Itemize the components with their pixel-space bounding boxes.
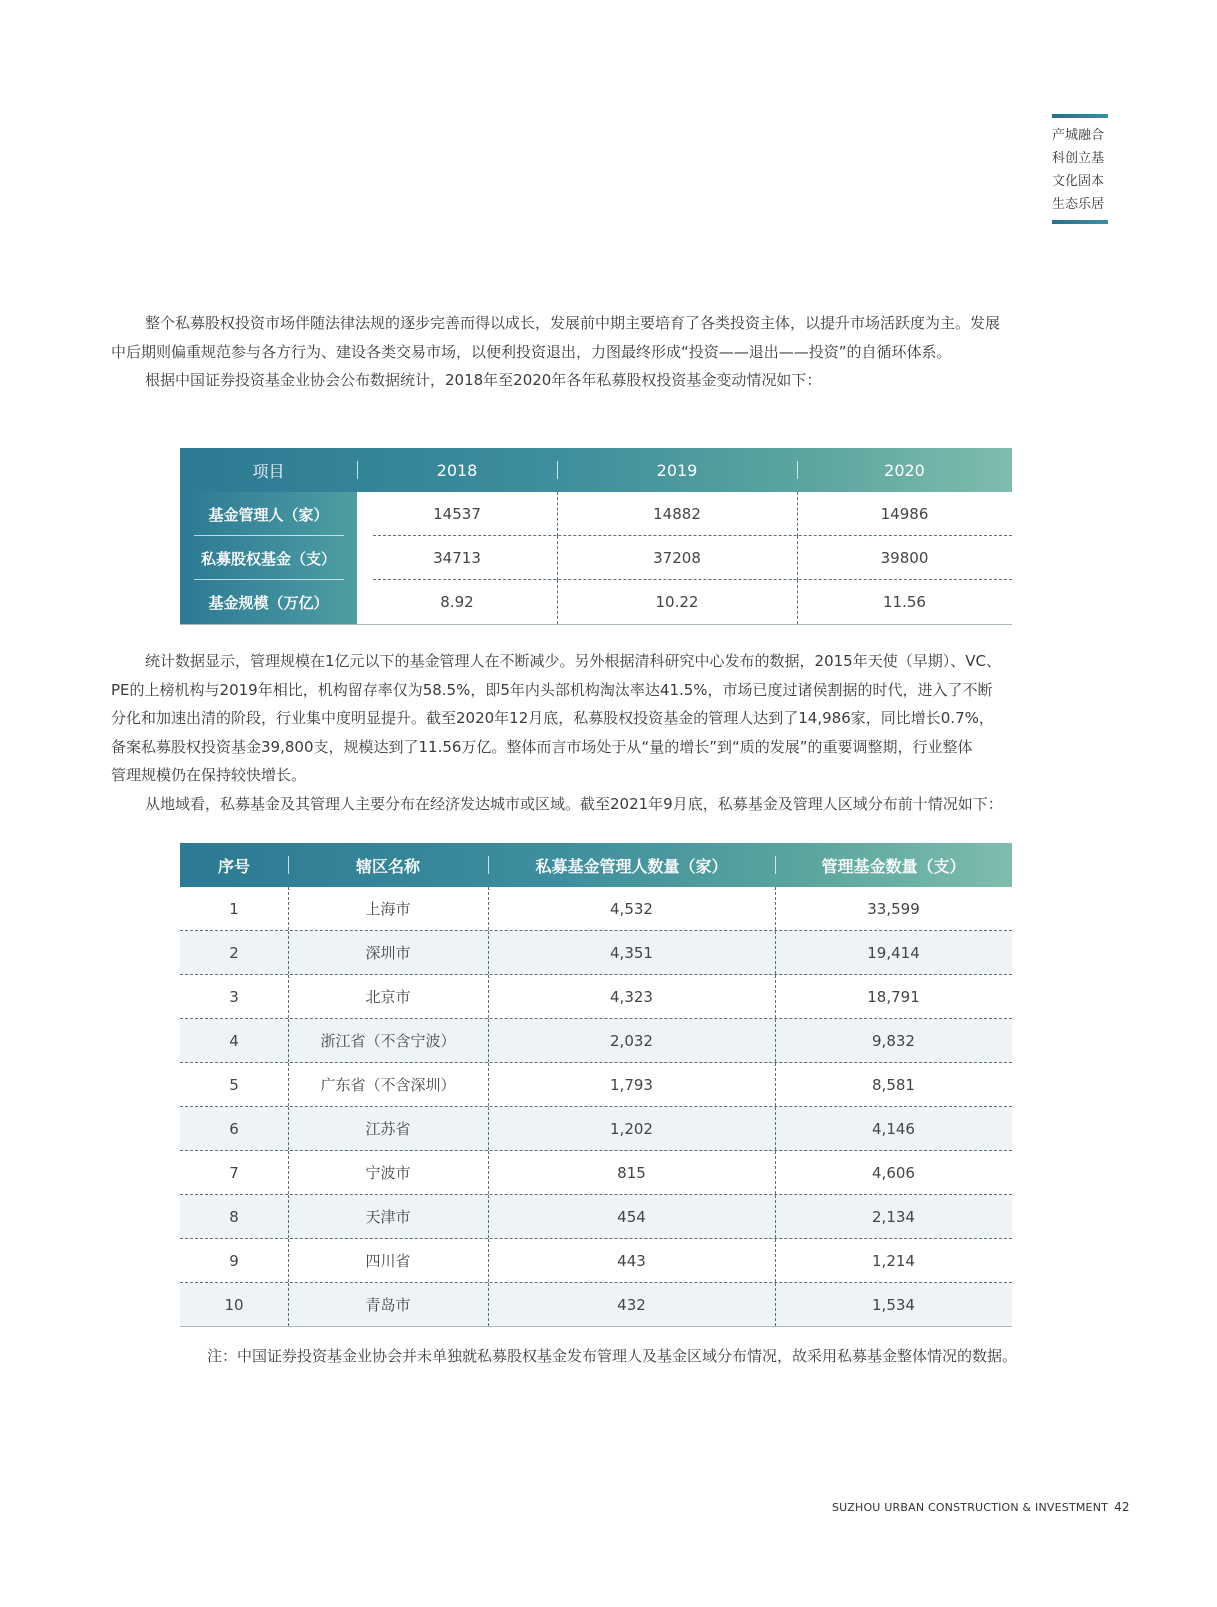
- table-cell: 10.22: [557, 580, 797, 624]
- table-cell-funds: 1,534: [775, 1283, 1012, 1326]
- table-header-row: [180, 843, 1012, 887]
- text-line: 中后期则偏重规范参与各方行为、建设各类交易市场，以便利投资退出，力图最终形成“投资——退出——投资”的自循环体系。: [111, 342, 952, 361]
- table-cell-no: 4: [229, 1031, 239, 1050]
- table-cell-funds: 4,146: [775, 1107, 1012, 1150]
- row-label: 基金规模（万亿）: [180, 580, 357, 624]
- header-cell: 2019: [557, 448, 797, 492]
- header-cell: 项目: [252, 461, 285, 481]
- header-cell: 2018: [357, 448, 557, 492]
- table-row: [180, 1239, 1012, 1283]
- table-cell-managers: 815: [488, 1151, 775, 1194]
- text-line: 分化和加速出清的阶段，行业集中度明显提升。截至2020年12月底，私募股权投资基金的管理人达到了14,986家，同比增长0.7%，: [111, 709, 994, 727]
- section-tag: 文化固本: [1052, 174, 1105, 189]
- table-cell-no: 5: [229, 1075, 239, 1094]
- table-cell-region: 宁波市: [288, 1151, 488, 1194]
- table-cell: 8.92: [440, 593, 474, 611]
- table-cell-funds: 8,581: [775, 1063, 1012, 1106]
- table-cell-managers: 4,532: [488, 887, 775, 930]
- analysis-paragraph: [111, 647, 1111, 818]
- region-distribution-table: [180, 843, 1012, 1327]
- table-cell-region: 北京市: [288, 975, 488, 1018]
- table-cell-no: 3: [229, 987, 239, 1006]
- table-cell-funds: 9,832: [775, 1019, 1012, 1062]
- text-line: PE的上榜机构与2019年相比，机构留存率仅为58.5%，即5年内头部机构淘汰率达41.5%，市场已度过诸侯割据的时代，进入了不断: [111, 680, 993, 699]
- fund-change-table: [180, 448, 1012, 625]
- text-line: 统计数据显示，管理规模在1亿元以下的基金管理人在不断减少。另外根据清科研究中心发布的数据，2015年天使（早期）、VC、: [145, 652, 1001, 670]
- table-cell: 37208: [557, 536, 797, 580]
- table-cell-region: 上海市: [288, 887, 488, 930]
- table-note: 注：中国证券投资基金业协会并未单独就私募股权基金发布管理人及基金区域分布情况，故采用私募基金整体情况的数据。: [207, 1347, 1018, 1365]
- table-cell-funds: 33,599: [775, 887, 1012, 930]
- table-cell-managers: 4,323: [488, 975, 775, 1018]
- table-cell-funds: 2,134: [775, 1195, 1012, 1238]
- page-footer: [832, 1500, 1130, 1514]
- table-cell-region: 广东省（不含深圳）: [288, 1063, 488, 1106]
- tag-bar-bottom: [1052, 220, 1108, 224]
- text-line: 根据中国证券投资基金业协会公布数据统计，2018年至2020年各年私募股权投资基金变动情况如下：: [145, 371, 822, 389]
- table-cell-no: 1: [229, 899, 239, 918]
- text-line: 管理规模仍在保持较快增长。: [111, 766, 307, 784]
- table-header-row: [180, 448, 1012, 492]
- table-cell-no: 8: [229, 1207, 239, 1226]
- page-number: 42: [1114, 1500, 1130, 1514]
- table-cell-region: 深圳市: [288, 931, 488, 974]
- header-cell: 序号: [217, 856, 250, 876]
- table-cell-funds: 4,606: [775, 1151, 1012, 1194]
- table-cell-funds: 18,791: [775, 975, 1012, 1018]
- table-cell-managers: 443: [488, 1239, 775, 1282]
- table-cell: 34713: [433, 549, 481, 567]
- tag-bar-top: [1052, 114, 1108, 118]
- table-row: [180, 536, 1012, 580]
- section-tag: 生态乐居: [1052, 197, 1105, 212]
- header-cell: 管理基金数量（支）: [775, 843, 1012, 887]
- table-row: [180, 580, 1012, 625]
- table-cell-managers: 1,793: [488, 1063, 775, 1106]
- header-cell: 辖区名称: [288, 843, 488, 887]
- text-line: 整个私募股权投资市场伴随法律法规的逐步完善而得以成长，发展前中期主要培育了各类投资主体，以提升市场活跃度为主。发展: [145, 314, 1001, 332]
- text-line: 从地域看，私募基金及其管理人主要分布在经济发达城市或区域。截至2021年9月底，私募基金及管理人区域分布前十情况如下：: [145, 794, 1003, 813]
- text-line: 备案私募股权投资基金39,800支，规模达到了11.56万亿。整体而言市场处于从“量的增长”到“质的发展”的重要调整期，行业整体: [111, 737, 973, 756]
- table-row: [180, 887, 1012, 931]
- intro-paragraph: [111, 309, 1111, 395]
- table-cell-region: 四川省: [288, 1239, 488, 1282]
- table-cell: 14986: [797, 492, 1012, 536]
- table-row: [180, 1151, 1012, 1195]
- section-tag: 产城融合: [1052, 128, 1105, 143]
- table-cell-region: 青岛市: [288, 1283, 488, 1326]
- table-cell-no: 9: [229, 1251, 239, 1270]
- table-cell-managers: 4,351: [488, 931, 775, 974]
- table-cell-managers: 1,202: [488, 1107, 775, 1150]
- table-row: [180, 931, 1012, 975]
- section-tag: 科创立基: [1052, 151, 1105, 166]
- table-row: [180, 1195, 1012, 1239]
- table-row: [180, 1283, 1012, 1327]
- table-cell-region: 浙江省（不含宁波）: [288, 1019, 488, 1062]
- table-cell-no: 6: [229, 1119, 239, 1138]
- table-row: [180, 1063, 1012, 1107]
- table-cell-managers: 432: [488, 1283, 775, 1326]
- table-row: [180, 975, 1012, 1019]
- row-label: 基金管理人（家）: [180, 492, 357, 536]
- table-cell-region: 江苏省: [288, 1107, 488, 1150]
- table-cell-managers: 454: [488, 1195, 775, 1238]
- table-row: [180, 1107, 1012, 1151]
- row-label: 私募股权基金（支）: [180, 536, 357, 580]
- table-cell-no: 10: [224, 1295, 244, 1314]
- table-cell-managers: 2,032: [488, 1019, 775, 1062]
- table-cell-region: 天津市: [288, 1195, 488, 1238]
- table-cell: 11.56: [797, 580, 1012, 624]
- header-cell: 2020: [797, 448, 1012, 492]
- table-row: [180, 492, 1012, 536]
- section-tags: [1052, 114, 1108, 224]
- table-cell: 39800: [797, 536, 1012, 580]
- publication-name: SUZHOU URBAN CONSTRUCTION & INVESTMENT: [832, 1501, 1109, 1514]
- table-cell: 14537: [433, 505, 481, 523]
- header-cell: 私募基金管理人数量（家）: [488, 843, 775, 887]
- table-cell: 14882: [557, 492, 797, 536]
- table-cell-funds: 1,214: [775, 1239, 1012, 1282]
- table-row: [180, 1019, 1012, 1063]
- table-cell-no: 7: [229, 1163, 239, 1182]
- table-cell-no: 2: [229, 943, 239, 962]
- table-cell-funds: 19,414: [775, 931, 1012, 974]
